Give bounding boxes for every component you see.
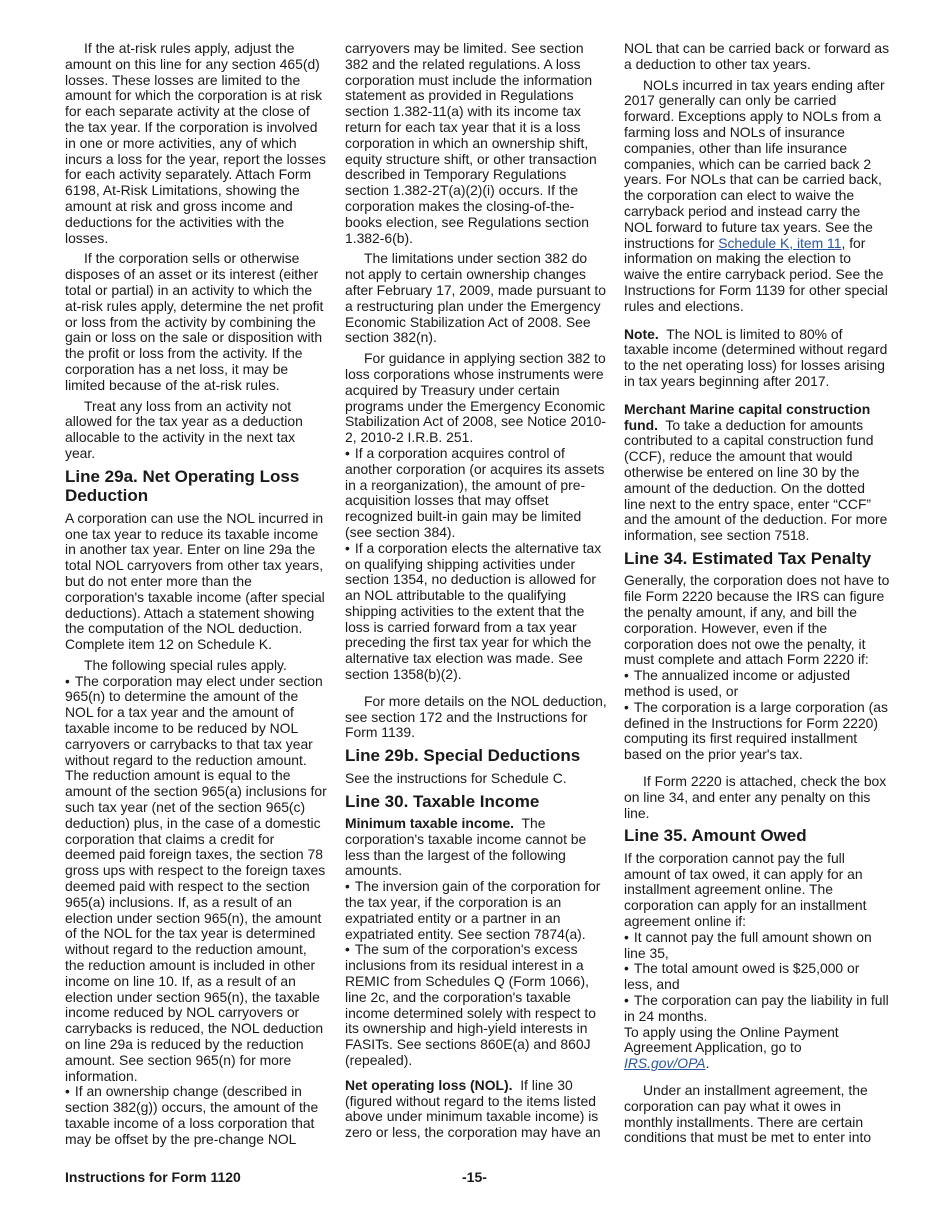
bullet-icon: • <box>345 539 350 556</box>
paragraph: For more details on the NOL deduction, see section 172 and the Instructions for Form 1139. <box>345 692 607 741</box>
bullet-icon: • <box>345 941 350 958</box>
paragraph-note <box>624 327 890 390</box>
bullet-item <box>345 446 610 541</box>
paragraph-text: . <box>705 1055 710 1072</box>
bullet-item <box>624 961 890 993</box>
paragraph: For guidance in applying section 382 to loss corporations whose instruments were acquired by Treasury under certain programs under the Emergency Economic Stabilization Act of 2008, see Notice 2010-2, 2010-2 I.R.B. 251. <box>345 350 606 446</box>
bullet-text: The sum of the corporation's excess inclusions from its residual interest in a REMIC from Schedules Q (Form 1066), line 2c, and the corporation's taxable income determined solely with respect to its ownership and high-yield interests in FASITs. See sections 860E(a) and 860J (repealed). <box>345 941 596 1069</box>
bullet-icon: • <box>624 667 629 684</box>
bullet-text: If a corporation elects the alternative tax on qualifying shipping activities under section 1354, no deduction is allowed for an NOL attributable to the qualifying shipping activities to the extent that the loss is carried forward from a tax year preceding the first tax year for which the alternative tax election was made. See section 1358(b)(2). <box>345 539 602 683</box>
paragraph-text: To take a deduction for amounts contributed to a capital construction fund (CCF), reduce the amount that would otherwise be entered on line 30 by the amount of the deduction. On the dotted line next to the entry space, enter “CCF” and the amount of the deduction. For more information, see section 7518. <box>624 416 888 544</box>
heading-line-34: Line 34. Estimated Tax Penalty <box>624 548 872 568</box>
bullet-item <box>345 879 610 942</box>
paragraph-text: The corporation's taxable income cannot be less than the largest of the following amounts. <box>345 815 587 879</box>
bullet-item <box>624 993 890 1025</box>
bullet-text: The inversion gain of the corporation for the tax year, if the corporation is an expatriated entity or a partner in an expatriated entity. See section 7874(a). <box>345 878 601 942</box>
paragraph-opa <box>624 1025 890 1072</box>
bullet-text: The corporation may elect under section 965(n) to determine the amount of the NOL for a tax year and the amount of taxable income to be reduced by NOL carryovers or carrybacks to that tax year without regard to the reduction amount. The reduction amount is equal to the amount of the section 965(a) inclusions for such tax year (net of the section 965(c) deduction) plus, in the case of a domestic corporation that claims a credit for deemed paid foreign taxes, the section 78 gross ups with respect to the foreign taxes deemed paid with respect to the section 965(a) inclusions. If, as a result of an election under section 965(n), the amount of the NOL for the tax year is determined without regard to the reduction amount, the reduction amount is included in other income on line 10. If, as a result of an election under section 965(n), the taxable income reduced by NOL carryovers or carrybacks is reduced, the NOL deduction on line 29a is reduced by the reduction amount. See section 965(n) for more information. <box>65 672 327 1084</box>
schedule-k-item-11-link[interactable]: Schedule K, item 11 <box>718 234 842 251</box>
bullet-item <box>65 674 327 1085</box>
bullet-item <box>624 700 890 763</box>
paragraph-minimum-taxable-income <box>345 816 610 879</box>
paragraph: The limitations under section 382 do not apply to certain ownership changes after February 17, 2009, made pursuant to a restructuring plan under the Emergency Economic Stabilization Act of 2008. See section 382(n). <box>345 250 606 346</box>
bullet-text: If a corporation acquires control of another corporation (or acquires its assets in a reorganization), the amount of pre-acquisition losses that may offset recognized built-in gain may be limited (see section 384). <box>345 444 605 540</box>
paragraph-nol <box>345 1078 610 1141</box>
run-in-heading: Minimum taxable income. <box>345 815 515 832</box>
paragraph-merchant-marine <box>624 402 890 544</box>
paragraph: If Form 2220 is attached, check the box on line 34, and enter any penalty on this line. <box>624 772 887 821</box>
bullet-item <box>65 1084 327 1147</box>
paragraph <box>624 78 890 315</box>
bullet-icon: • <box>624 992 629 1009</box>
run-in-heading: Net operating loss (NOL). <box>345 1076 513 1093</box>
run-in-heading: Merchant Marine capital construction fund. <box>624 400 871 433</box>
paragraph-text: The NOL is limited to 80% of taxable income (determined without regard to the net operating loss) for losses arising in tax years beginning after 2017. <box>624 325 888 389</box>
bullet-icon: • <box>345 444 350 461</box>
column-right <box>624 41 890 1151</box>
paragraph-text: To apply using the Online Payment Agreement Application, go to <box>624 1023 839 1056</box>
bullet-text: The total amount owed is $25,000 or less, and <box>624 960 860 993</box>
bullet-icon: • <box>345 878 350 895</box>
column-left <box>65 41 327 1148</box>
bullet-item <box>624 930 890 962</box>
heading-line-35: Line 35. Amount Owed <box>624 826 807 846</box>
bullet-text: The corporation can pay the liability in full in 24 months. <box>624 992 889 1024</box>
paragraph: Treat any loss from an activity not allowed for the tax year as a deduction allocable to the activity in the next tax year. <box>65 397 303 461</box>
paragraph: If the corporation sells or otherwise disposes of an asset or its interest (either total or partial) in an activity to which the at-risk rules apply, determine the net profit or loss from the activity by combining the gain or loss on the sale or disposition with the profit or loss from the activity. If the corporation has a net loss, it may be limited because of the at-risk rules. <box>65 250 324 393</box>
footer-form-title: Instructions for Form 1120 <box>65 1169 241 1185</box>
paragraph-text: If line 30 (figured without regard to the items listed above under minimum taxable income) is zero or less, the corporation may have an <box>345 1076 601 1141</box>
bullet-icon: • <box>65 672 70 689</box>
heading-line-29b: Line 29b. Special Deductions <box>345 746 581 766</box>
paragraph: Under an installment agreement, the corporation can pay what it owes in monthly installments. There are certain conditions that must be met to enter into <box>624 1082 872 1146</box>
paragraph: Generally, the corporation does not have to file Form 2220 because the IRS can figure the penalty amount, if any, and bill the corporation. However, even if the corporation does not owe the penalty, it must complete and attach Form 2220 if: <box>624 572 890 668</box>
paragraph: carryovers may be limited. See section 382 and the related regulations. A loss corporation must include the information statement as provided in Regulations section 1.382-11(a) with its income tax return for each tax year that it is a loss corporation in which an ownership shift, equity structure shift, or other transaction described in Temporary Regulations section 1.382-2T(a)(2)(i) occurs. If the corporation makes the closing-of-the-books election, see Regulations section 1.382-6(b). <box>345 40 597 246</box>
column-middle <box>345 41 610 1146</box>
bullet-icon: • <box>624 928 629 945</box>
bullet-text: The annualized income or adjusted method is used, or <box>624 667 851 699</box>
bullet-icon: • <box>65 1083 70 1100</box>
bullet-item <box>345 942 610 1068</box>
paragraph: A corporation can use the NOL incurred in one tax year to reduce its taxable income in another tax year. Enter on line 29a the total NOL carryovers from other tax years, but do not enter more than the corporation's taxable income (after special deductions). Attach a statement showing the computation of the NOL deduction. Complete item 12 on Schedule K. <box>65 509 325 653</box>
bullet-text: The corporation is a large corporation (as defined in the Instructions for Form 2220) computing its first required installment based on the prior year's tax. <box>624 698 888 763</box>
paragraph: NOL that can be carried back or forward as a deduction to other tax years. <box>624 40 890 72</box>
heading-line-29a: Line 29a. Net Operating Loss Deduction <box>65 466 300 506</box>
heading-line-30: Line 30. Taxable Income <box>345 791 540 811</box>
paragraph: The following special rules apply. <box>84 656 287 673</box>
paragraph: See the instructions for Schedule C. <box>345 769 567 786</box>
paragraph: If the corporation cannot pay the full amount of tax owed, it can apply for an installment agreement online. The corporation can apply for an installment agreement online if: <box>624 849 867 930</box>
bullet-text: If an ownership change (described in section 382(g)) occurs, the amount of the taxable income of a loss corporation that may be offset by the pre-change NOL <box>65 1083 319 1147</box>
bullet-icon: • <box>624 698 629 715</box>
bullet-text: It cannot pay the full amount shown on line 35, <box>624 928 872 961</box>
bullet-item <box>345 541 610 683</box>
paragraph: If the at-risk rules apply, adjust the amount on this line for any section 465(d) losses. These losses are limited to the amount for which the corporation is at risk for each separate activity at the close of the tax year. If the corporation is involved in one or more activities, any of which incurs a loss for the year, report the losses for each activity separately. Attach Form 6198, At-Risk Limitations, showing the amount at risk and gross income and deductions for the activities with the losses. <box>65 40 326 246</box>
paragraph-text: NOLs incurred in tax years ending after 2017 generally can only be carried forward. Exceptions apply to NOLs from a farming loss and NOLs of insurance companies, other than life insurance companies, which can be carried back 2 years. For NOLs that can be carried back, the corporation can elect to waive the carryback period and instead carry the NOL forward to future tax years. See the instructions for <box>624 76 885 251</box>
paragraph-text: , for information on making the election to waive the entire carryback period. See the Instructions for Form 1139 for other special rules and elections. <box>624 234 888 314</box>
run-in-heading: Note. <box>624 325 659 342</box>
bullet-item <box>624 668 890 700</box>
bullet-icon: • <box>624 960 629 977</box>
page-number: -15- <box>462 1169 487 1185</box>
irs-opa-link[interactable]: IRS.gov/OPA <box>624 1055 706 1072</box>
